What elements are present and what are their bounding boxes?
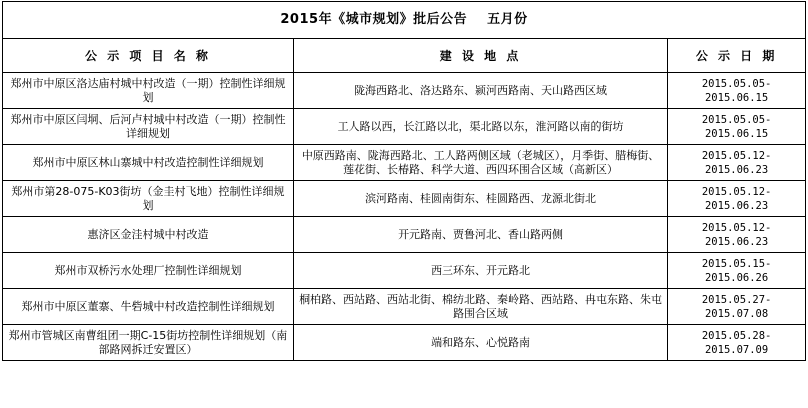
- build-location: 开元路南、贾鲁河北、香山路两侧: [293, 217, 667, 253]
- project-name: 郑州市第28-075-K03街坊（金圭村飞地）控制性详细规划: [3, 181, 294, 217]
- table-row: [3, 217, 806, 253]
- notice-date: 2015.05.12-2015.06.23: [668, 145, 806, 181]
- notice-date: 2015.05.15-2015.06.26: [668, 253, 806, 289]
- project-name: 郑州市双桥污水处理厂控制性详细规划: [3, 253, 294, 289]
- project-name: 郑州市中原区林山寨城中村改造控制性详细规划: [3, 145, 294, 181]
- build-location: 西三环东、开元路北: [293, 253, 667, 289]
- title-month: 五月份: [487, 12, 528, 27]
- build-location: 工人路以西，长江路以北，渠北路以东，淮河路以南的街坊: [293, 109, 667, 145]
- build-location: 桐柏路、西站路、西站北街、棉纺北路、秦岭路、西站路、冉屯东路、朱屯路围合区域: [293, 289, 667, 325]
- notice-date: 2015.05.27-2015.07.08: [668, 289, 806, 325]
- table-title: [3, 2, 806, 39]
- header-project: 公 示 项 目 名 称: [3, 39, 294, 73]
- header-location: 建 设 地 点: [293, 39, 667, 73]
- table-row: [3, 289, 806, 325]
- build-location: 滨河路南、桂圆南街东、桂圆路西、龙源北街北: [293, 181, 667, 217]
- announcement-table: [2, 1, 806, 361]
- table-row: [3, 109, 806, 145]
- table-title-row: [3, 2, 806, 39]
- notice-date: 2015.05.28-2015.07.09: [668, 325, 806, 361]
- table-row: [3, 253, 806, 289]
- build-location: 端和路东、心悦路南: [293, 325, 667, 361]
- build-location: 中原西路南、陇海西路北、工人路两侧区域（老城区），月季街、腊梅街、莲花街、长椿路、科学大道、西四环围合区域（高新区）: [293, 145, 667, 181]
- notice-date: 2015.05.05-2015.06.15: [668, 73, 806, 109]
- header-date: 公 示 日 期: [668, 39, 806, 73]
- title-main: 2015年《城市规划》批后公告: [280, 12, 468, 27]
- project-name: 郑州市中原区董寨、牛砦城中村改造控制性详细规划: [3, 289, 294, 325]
- table-row: [3, 325, 806, 361]
- table-row: [3, 181, 806, 217]
- notice-date: 2015.05.12-2015.06.23: [668, 217, 806, 253]
- notice-date: 2015.05.05-2015.06.15: [668, 109, 806, 145]
- project-name: 郑州市中原区洛达庙村城中村改造（一期）控制性详细规划: [3, 73, 294, 109]
- build-location: 陇海西路北、洛达路东、颍河西路南、天山路西区域: [293, 73, 667, 109]
- table-row: [3, 73, 806, 109]
- header-row: [3, 39, 806, 73]
- project-name: 惠济区金洼村城中村改造: [3, 217, 294, 253]
- project-name: 郑州市中原区闫垌、后河卢村城中村改造（一期）控制性详细规划: [3, 109, 294, 145]
- project-name: 郑州市管城区南曹组团一期C-15街坊控制性详细规划（南部路网拆迁安置区）: [3, 325, 294, 361]
- table-row: [3, 145, 806, 181]
- notice-date: 2015.05.12-2015.06.23: [668, 181, 806, 217]
